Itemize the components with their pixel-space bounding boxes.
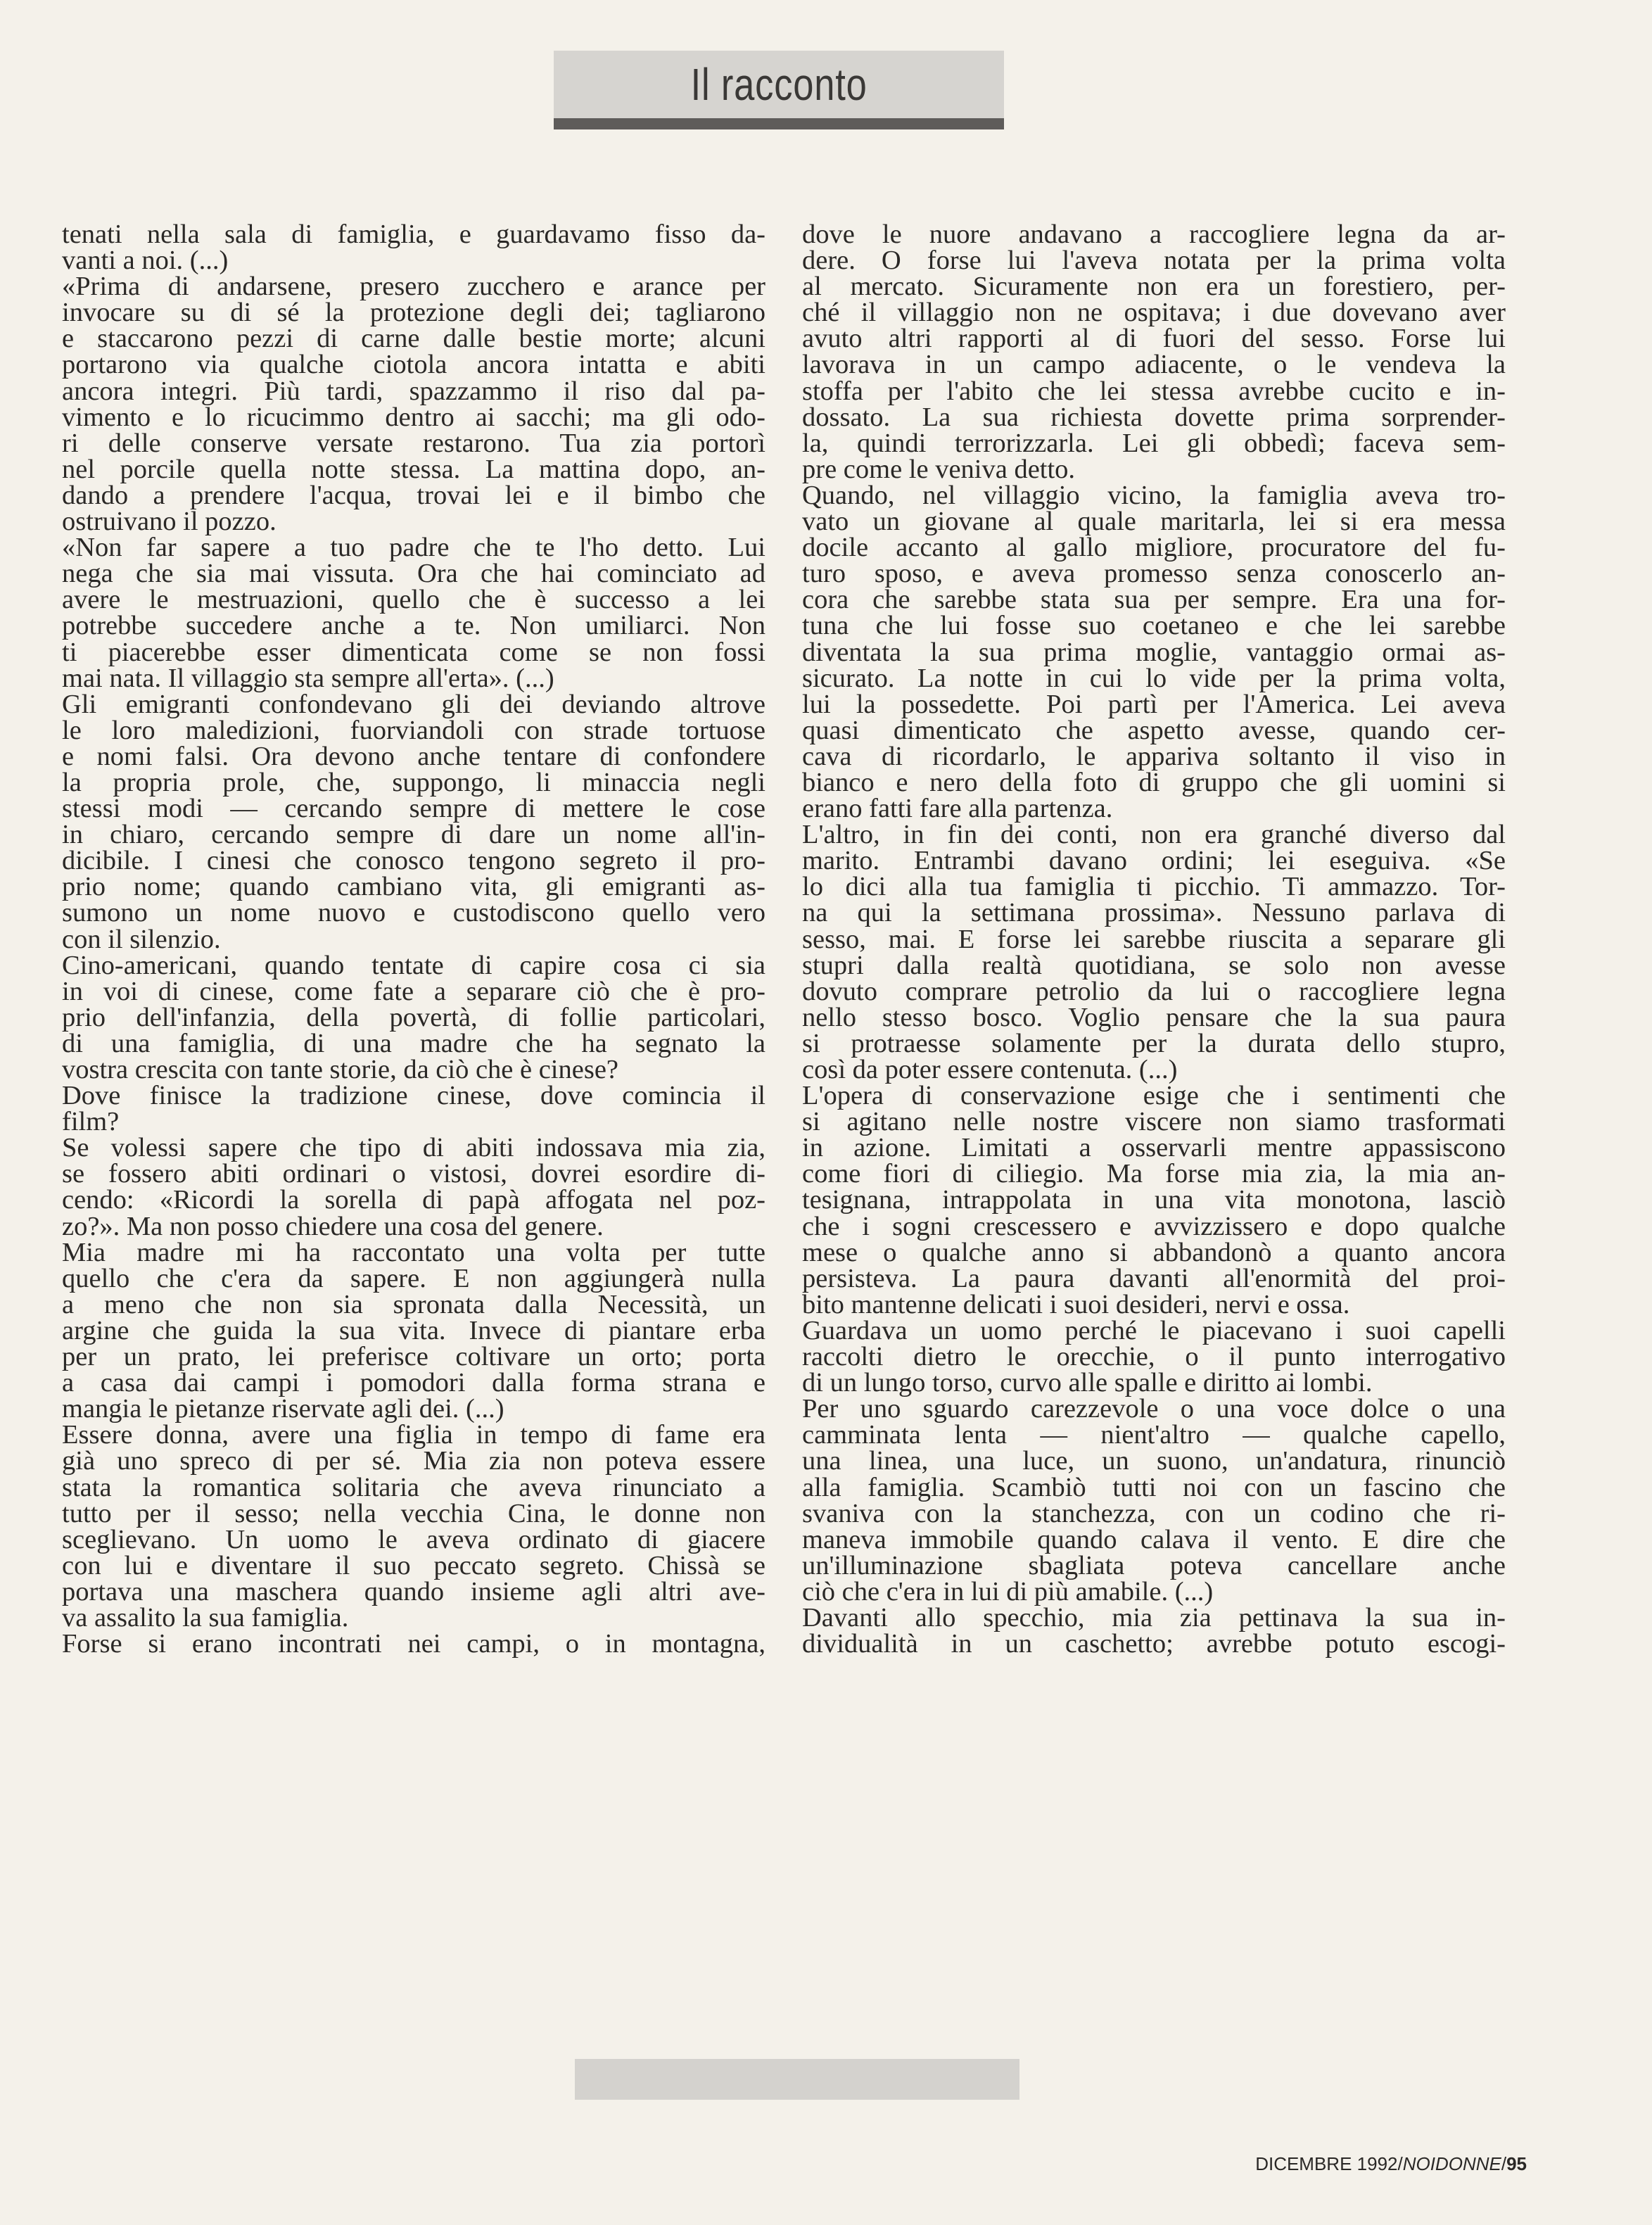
text-line: Mia madre mi ha raccontato una volta per tutte	[62, 1237, 765, 1267]
text-line: diventata la sua prima moglie, vantaggio ormai as-	[802, 637, 1506, 667]
text-line: pre come le veniva detto.	[802, 454, 1076, 484]
text-line: la propria prole, che, suppongo, li minaccia negli	[62, 767, 765, 797]
text-line: un'illuminazione sbagliata poteva cancellare anche	[802, 1550, 1506, 1580]
text-line: potrebbe succedere anche a te. Non umiliarci. Non	[62, 611, 765, 641]
text-line: Cino-americani, quando tentate di capire cosa ci sia	[62, 950, 765, 980]
text-line: quello che c'era da sapere. E non aggiungerà nulla	[62, 1263, 765, 1293]
text-line: vostra crescita con tante storie, da ciò che è cinese?	[62, 1055, 618, 1084]
text-line: vato un giovane al quale maritarla, lei si era messa	[802, 507, 1506, 537]
text-line: Essere donna, avere una figlia in tempo di fame era	[62, 1420, 765, 1450]
text-line: Quando, nel villaggio vicino, la famiglia aveva tro-	[802, 480, 1506, 510]
text-line: dividualità in un caschetto; avrebbe potuto escogi-	[802, 1629, 1506, 1659]
section-header	[554, 51, 1004, 129]
text-line: vimento e lo ricucimmo dentro ai sacchi; ma gli odo-	[62, 402, 765, 432]
text-line: nello stesso bosco. Voglio pensare che la sua paura	[802, 1002, 1506, 1032]
text-line: per un prato, lei preferisce coltivare un orto; porta	[62, 1342, 765, 1372]
text-line: che i sogni crescessero e avvizzissero e dopo qualche	[802, 1211, 1506, 1241]
text-line: sesso, mai. E forse lei sarebbe riuscita a separare gli	[802, 924, 1506, 954]
text-line: avere le mestruazioni, quello che è successo a lei	[62, 585, 765, 615]
text-line: maneva immobile quando calava il vento. E dire che	[802, 1524, 1506, 1554]
text-line: lavorava in un campo adiacente, o le vendeva la	[802, 350, 1506, 380]
text-line: la, quindi terrorizzarla. Lei gli obbedì; faceva sem-	[802, 428, 1506, 458]
text-line: erano fatti fare alla partenza.	[802, 794, 1113, 824]
text-line: cendo: «Ricordi la sorella di papà affogata nel poz-	[62, 1185, 765, 1215]
text-line: lui la possedette. Poi partì per l'America. Lei aveva	[802, 689, 1506, 719]
page-footer	[1255, 2153, 1527, 2175]
text-line: docile accanto al gallo migliore, procuratore del fu-	[802, 533, 1506, 563]
footer-date: DICEMBRE 1992/	[1255, 2153, 1403, 2174]
text-line: in chiaro, cercando sempre di dare un nome all'in-	[62, 820, 765, 850]
text-line: a casa dai campi i pomodori dalla forma strana e	[62, 1368, 765, 1398]
text-line: Dove finisce la tradizione cinese, dove comincia il	[62, 1081, 765, 1111]
text-line: Guardava un uomo perché le piacevano i suoi capelli	[802, 1315, 1506, 1345]
text-line: una linea, una luce, un suono, un'andatura, rinunciò	[802, 1446, 1506, 1476]
text-line: Se volessi sapere che tipo di abiti indossava mia zia,	[62, 1133, 765, 1163]
text-line: raccolti dietro le orecchie, o il punto interrogativo	[802, 1342, 1506, 1372]
text-line: film?	[62, 1107, 120, 1137]
text-line: L'opera di conservazione esige che i sentimenti che	[802, 1081, 1506, 1111]
text-line: tuna che lui fosse suo coetaneo e che lei sarebbe	[802, 611, 1506, 641]
text-line: Davanti allo specchio, mia zia pettinava la sua in-	[802, 1602, 1506, 1633]
text-line: lo dici alla tua famiglia ti picchio. Ti ammazzo. Tor-	[802, 872, 1506, 902]
text-line: portarono via qualche ciotola ancora intatta e abiti	[62, 350, 765, 380]
text-line: dovuto comprare petrolio da lui o raccogliere legna	[802, 976, 1506, 1006]
text-line: in azione. Limitati a osservarli mentre appassiscono	[802, 1133, 1506, 1163]
footer-decorative-bar	[575, 2059, 1019, 2100]
left-text-column	[62, 222, 765, 1657]
text-line: invocare su di sé la protezione degli dei; tagliarono	[62, 298, 765, 328]
footer-separator: /	[1501, 2153, 1507, 2174]
footer-magazine: NOIDONNE	[1402, 2153, 1501, 2174]
text-line: portava una maschera quando insieme agli altri ave-	[62, 1576, 765, 1606]
text-line: così da poter essere contenuta. (...)	[802, 1055, 1178, 1084]
text-line: Forse si erano incontrati nei campi, o in montagna,	[62, 1629, 765, 1659]
text-line: Gli emigranti confondevano gli dei deviando altrove	[62, 689, 765, 719]
text-line: turo sposo, e aveva promesso senza conoscerlo an-	[802, 559, 1506, 589]
text-line: prio nome; quando cambiano vita, gli emigranti as-	[62, 872, 765, 902]
footer-page-number: 95	[1506, 2153, 1527, 2174]
text-line: e nomi falsi. Ora devono anche tentare di confondere	[62, 741, 765, 771]
text-line: già uno spreco di per sé. Mia zia non poteva essere	[62, 1446, 765, 1476]
text-line: bianco e nero della foto di gruppo che gli uomini si	[802, 767, 1506, 797]
text-line: dicibile. I cinesi che conosco tengono segreto il pro-	[62, 846, 765, 876]
text-line: argine che guida la sua vita. Invece di piantare erba	[62, 1315, 765, 1345]
text-line: vanti a noi. (...)	[62, 246, 229, 276]
text-line: sceglievano. Un uomo le aveva ordinato di giacere	[62, 1524, 765, 1554]
text-line: le loro maledizioni, fuorviandoli con strade tortuose	[62, 715, 765, 745]
text-line: prio dell'infanzia, della povertà, di follie particolari,	[62, 1002, 765, 1032]
text-line: si agitano nelle nostre viscere non siamo trasformati	[802, 1107, 1506, 1137]
text-line: si protraesse solamente per la durata dello stupro,	[802, 1028, 1506, 1058]
text-line: con lui e diventare il suo peccato segreto. Chissà se	[62, 1550, 765, 1580]
text-line: nega che sia mai vissuta. Ora che hai cominciato ad	[62, 559, 765, 589]
text-line: zo?». Ma non posso chiedere una cosa del genere.	[62, 1211, 604, 1241]
text-line: alla famiglia. Scambiò tutti noi con un fascino che	[802, 1472, 1506, 1502]
text-line: stata la romantica solitaria che aveva rinunciato a	[62, 1472, 765, 1502]
text-line: stupri dalla realtà quotidiana, se solo non avesse	[802, 950, 1506, 980]
text-line: stoffa per l'abito che lei stessa avrebbe cucito e in-	[802, 376, 1506, 406]
text-line: stessi modi — cercando sempre di mettere le cose	[62, 794, 765, 824]
text-line: dere. O forse lui l'aveva notata per la prima volta	[802, 246, 1506, 276]
text-line: ciò che c'era in lui di più amabile. (...)	[802, 1576, 1214, 1606]
text-line: «Non far sapere a tuo padre che te l'ho detto. Lui	[62, 533, 765, 563]
text-line: come fiori di ciliegio. Ma forse mia zia, la mia an-	[802, 1159, 1506, 1189]
text-line: cava di ricordarlo, le appariva soltanto il viso in	[802, 741, 1506, 771]
text-line: ti piacerebbe esser dimenticata come se non fossi	[62, 637, 765, 667]
text-line: mangia le pietanze riservate agli dei. (...)	[62, 1394, 504, 1424]
text-line: con il silenzio.	[62, 924, 221, 954]
text-line: tesignana, intrappolata in una vita monotona, lasciò	[802, 1185, 1506, 1215]
text-line: sumono un nome nuovo e custodiscono quello vero	[62, 898, 765, 928]
text-line: dando a prendere l'acqua, trovai lei e il bimbo che	[62, 480, 765, 510]
text-line: se fossero abiti ordinari o vistosi, dovrei esordire di-	[62, 1159, 765, 1189]
text-line: di una famiglia, di una madre che ha segnato la	[62, 1028, 765, 1058]
text-line: al mercato. Sicuramente non era un forestiero, per-	[802, 272, 1506, 302]
text-line: L'altro, in fin dei conti, non era granché diverso dal	[802, 820, 1506, 850]
text-line: Per uno sguardo carezzevole o una voce dolce o una	[802, 1394, 1506, 1424]
text-line: svaniva con la stanchezza, con un codino che ri-	[802, 1498, 1506, 1528]
text-line: quasi dimenticato che aspetto avesse, quando cer-	[802, 715, 1506, 745]
text-line: nel porcile quella notte stessa. La mattina dopo, an-	[62, 454, 765, 484]
text-line: sicurato. La notte in cui lo vide per la prima volta,	[802, 663, 1506, 693]
text-line: tutto per il sesso; nella vecchia Cina, le donne non	[62, 1498, 765, 1528]
text-line: ché il villaggio non ne ospitava; i due dovevano aver	[802, 298, 1506, 328]
text-line: ri delle conserve versate restarono. Tua zia portorì	[62, 428, 765, 458]
text-line: dove le nuore andavano a raccogliere legna da ar-	[802, 220, 1506, 249]
text-line: «Prima di andarsene, presero zucchero e arance per	[62, 272, 765, 302]
text-line: in voi di cinese, come fate a separare ciò che è pro-	[62, 976, 765, 1006]
text-line: marito. Entrambi davano ordini; lei eseguiva. «Se	[802, 846, 1506, 876]
text-line: di un lungo torso, curvo alle spalle e diritto ai lombi.	[802, 1368, 1373, 1398]
text-line: camminata lenta — nient'altro — qualche capello,	[802, 1420, 1506, 1450]
text-line: ostruivano il pozzo.	[62, 507, 277, 537]
text-line: a meno che non sia spronata dalla Necessità, un	[62, 1289, 765, 1319]
text-line: avuto altri rapporti al di fuori del sesso. Forse lui	[802, 324, 1506, 354]
text-line: ancora integri. Più tardi, spazzammo il riso dal pa-	[62, 376, 765, 406]
text-line: tenati nella sala di famiglia, e guardavamo fisso da-	[62, 220, 765, 249]
text-line: mese o qualche anno si abbandonò a quanto ancora	[802, 1237, 1506, 1267]
text-line: va assalito la sua famiglia.	[62, 1602, 349, 1633]
text-line: bito mantenne delicati i suoi desideri, nervi e ossa.	[802, 1289, 1350, 1319]
text-line: cora che sarebbe stata sua per sempre. Era una for-	[802, 585, 1506, 615]
text-line: na qui la settimana prossima». Nessuno parlava di	[802, 898, 1506, 928]
section-title: Il racconto	[690, 59, 868, 110]
text-line: mai nata. Il villaggio sta sempre all'erta». (...)	[62, 663, 554, 693]
right-text-column	[802, 222, 1506, 1657]
text-line: persisteva. La paura davanti all'enormità del proi-	[802, 1263, 1506, 1293]
text-line: e staccarono pezzi di carne dalle bestie morte; alcuni	[62, 324, 765, 354]
text-line: dossato. La sua richiesta dovette prima sorprender-	[802, 402, 1506, 432]
